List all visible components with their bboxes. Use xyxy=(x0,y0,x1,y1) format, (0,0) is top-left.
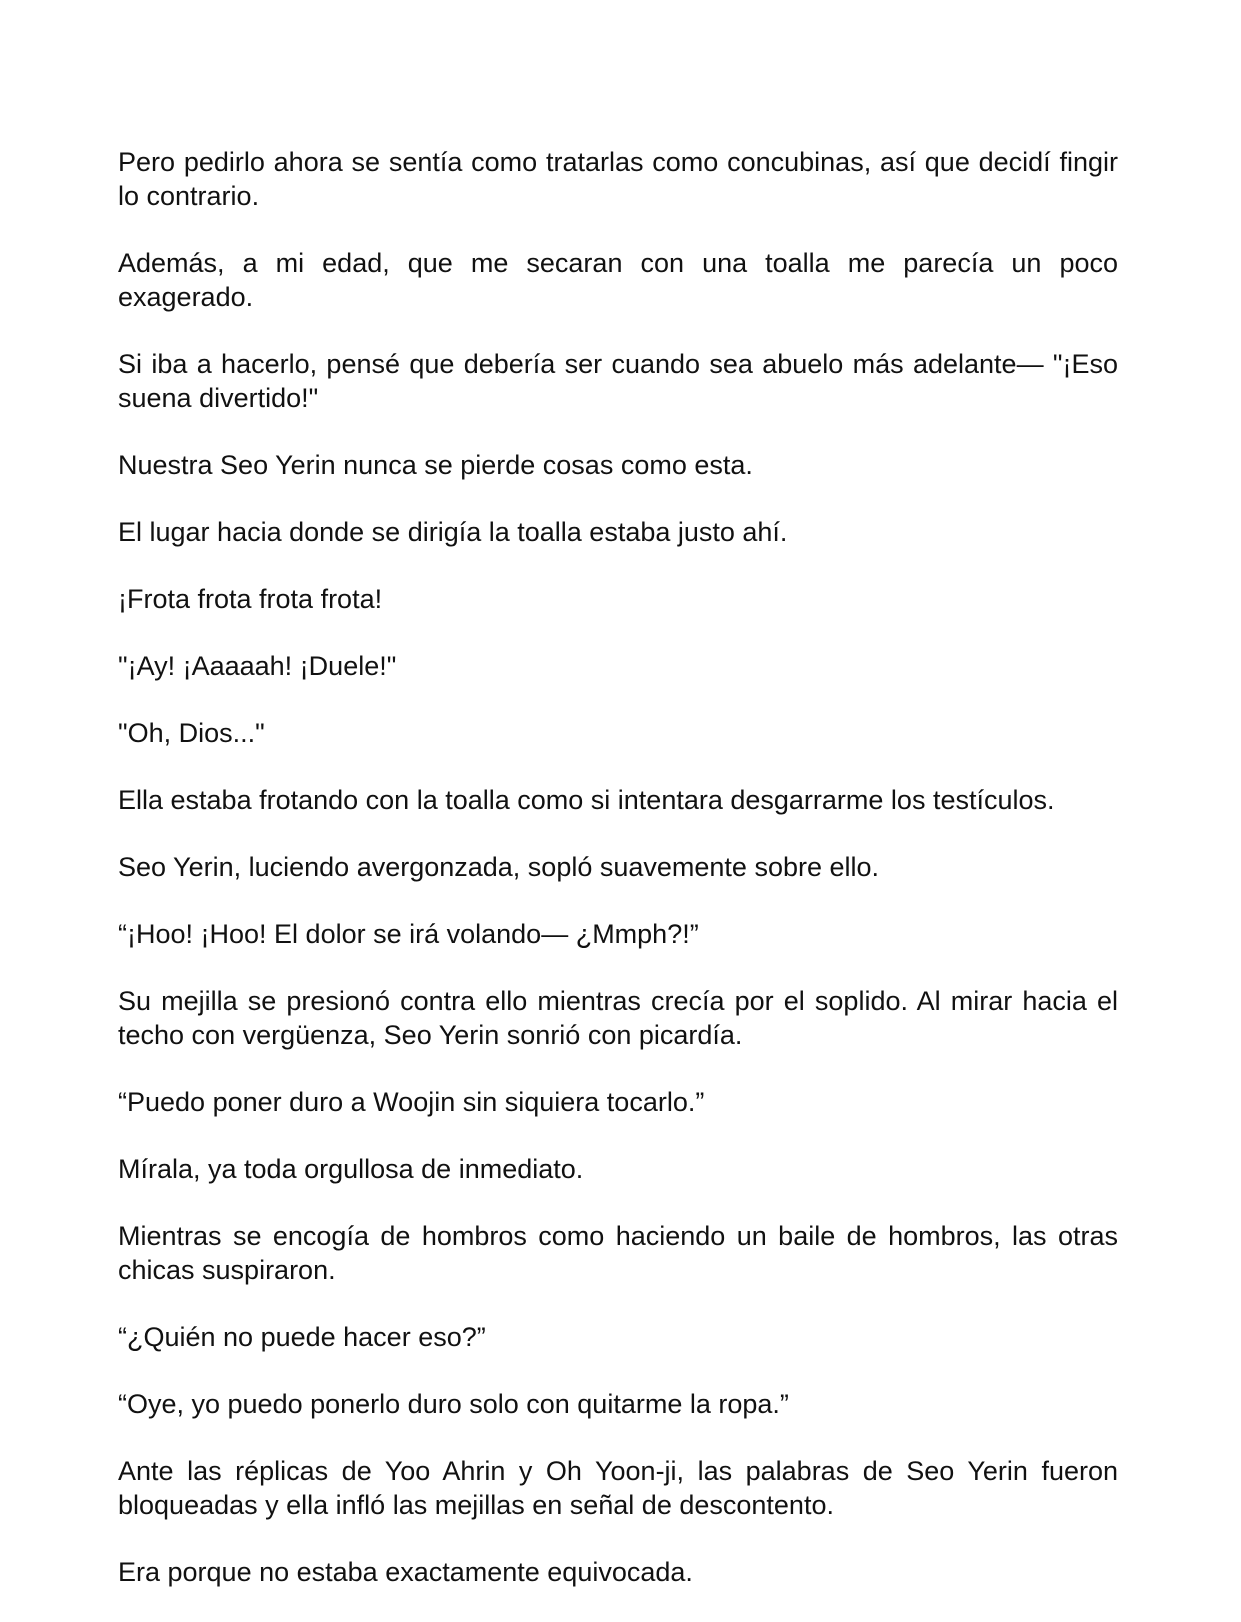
paragraph-10: Seo Yerin, luciendo avergonzada, sopló suavemente sobre ello. xyxy=(118,852,880,882)
paragraph-7: "¡Ay! ¡Aaaaah! ¡Duele!" xyxy=(118,651,397,681)
paragraph-17: “Oye, yo puedo ponerlo duro solo con quitarme la ropa.” xyxy=(118,1389,789,1419)
paragraph-15: Mientras se encogía de hombros como haciendo un baile de hombros, las otras chicas suspiraron. xyxy=(118,1221,1118,1285)
paragraph-14: Mírala, ya toda orgullosa de inmediato. xyxy=(118,1154,584,1184)
paragraph-16: “¿Quién no puede hacer eso?” xyxy=(118,1322,486,1352)
paragraph-8: "Oh, Dios..." xyxy=(118,718,265,748)
paragraph-5: El lugar hacia donde se dirigía la toalla estaba justo ahí. xyxy=(118,517,788,547)
paragraph-1: Pero pedirlo ahora se sentía como tratarlas como concubinas, así que decidí fingir lo contrario. xyxy=(118,147,1118,211)
paragraph-19: Era porque no estaba exactamente equivocada. xyxy=(118,1557,693,1587)
paragraph-9: Ella estaba frotando con la toalla como si intentara desgarrarme los testículos. xyxy=(118,785,1055,815)
paragraph-2: Además, a mi edad, que me secaran con una toalla me parecía un poco exagerado. xyxy=(118,248,1118,312)
paragraph-4: Nuestra Seo Yerin nunca se pierde cosas como esta. xyxy=(118,450,753,480)
paragraph-12: Su mejilla se presionó contra ello mientras crecía por el soplido. Al mirar hacia el techo con vergüenza, Seo Yerin sonrió con picardía. xyxy=(118,986,1118,1050)
paragraph-13: “Puedo poner duro a Woojin sin siquiera tocarlo.” xyxy=(118,1087,705,1117)
document-page xyxy=(118,145,1118,1622)
paragraph-6: ¡Frota frota frota frota! xyxy=(118,584,383,614)
paragraph-18: Ante las réplicas de Yoo Ahrin y Oh Yoon-ji, las palabras de Seo Yerin fueron bloqueadas y ella infló las mejillas en señal de descontento. xyxy=(118,1456,1118,1520)
paragraph-11: “¡Hoo! ¡Hoo! El dolor se irá volando— ¿Mmph?!” xyxy=(118,919,699,949)
paragraph-3: Si iba a hacerlo, pensé que debería ser cuando sea abuelo más adelante— "¡Eso suena divertido!" xyxy=(118,349,1118,413)
